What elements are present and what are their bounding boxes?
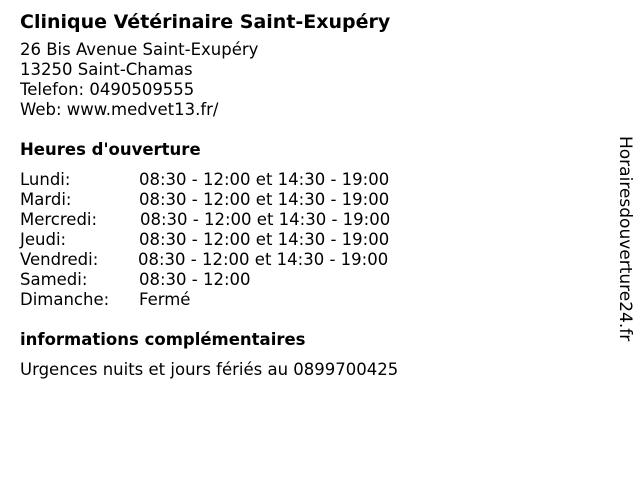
time-value: Fermé xyxy=(139,290,191,309)
website: Web: www.medvet13.fr/ xyxy=(20,100,219,119)
clinic-name: Clinique Vétérinaire Saint-Exupéry xyxy=(20,11,391,33)
day-label: Dimanche: xyxy=(20,290,110,309)
additional-info-text: Urgences nuits et jours fériés au 0899700425 xyxy=(20,360,399,379)
hours-heading: Heures d'ouverture xyxy=(20,140,201,159)
hours-row-thursday xyxy=(20,230,600,250)
address-street: 26 Bis Avenue Saint-Exupéry xyxy=(20,40,259,59)
hours-row-wednesday xyxy=(20,210,600,230)
hours-row-sunday xyxy=(20,290,600,310)
hours-row-saturday xyxy=(20,270,600,290)
hours-row-monday xyxy=(20,170,600,190)
day-label: Mardi: xyxy=(20,190,72,209)
address-city: 13250 Saint-Chamas xyxy=(20,60,193,79)
time-value: 08:30 - 12:00 et 14:30 - 19:00 xyxy=(139,170,390,189)
time-value: 08:30 - 12:00 et 14:30 - 19:00 xyxy=(139,230,390,249)
clinic-info-card xyxy=(20,10,600,380)
day-label: Mercredi: xyxy=(20,210,98,229)
day-label: Vendredi: xyxy=(20,250,99,269)
time-value: 08:30 - 12:00 et 14:30 - 19:00 xyxy=(138,250,389,269)
time-value: 08:30 - 12:00 et 14:30 - 19:00 xyxy=(139,190,390,209)
site-watermark: Horairesdouverture24.fr xyxy=(615,136,635,342)
additional-info-heading: informations complémentaires xyxy=(20,330,306,349)
hours-table xyxy=(20,170,600,310)
hours-row-friday xyxy=(20,250,600,270)
time-value: 08:30 - 12:00 xyxy=(139,270,251,289)
day-label: Samedi: xyxy=(20,270,88,289)
phone-number: Telefon: 0490509555 xyxy=(20,80,195,99)
address-block xyxy=(20,40,600,120)
time-value: 08:30 - 12:00 et 14:30 - 19:00 xyxy=(140,210,391,229)
hours-row-tuesday xyxy=(20,190,600,210)
day-label: Jeudi: xyxy=(20,230,67,249)
day-label: Lundi: xyxy=(20,170,71,189)
